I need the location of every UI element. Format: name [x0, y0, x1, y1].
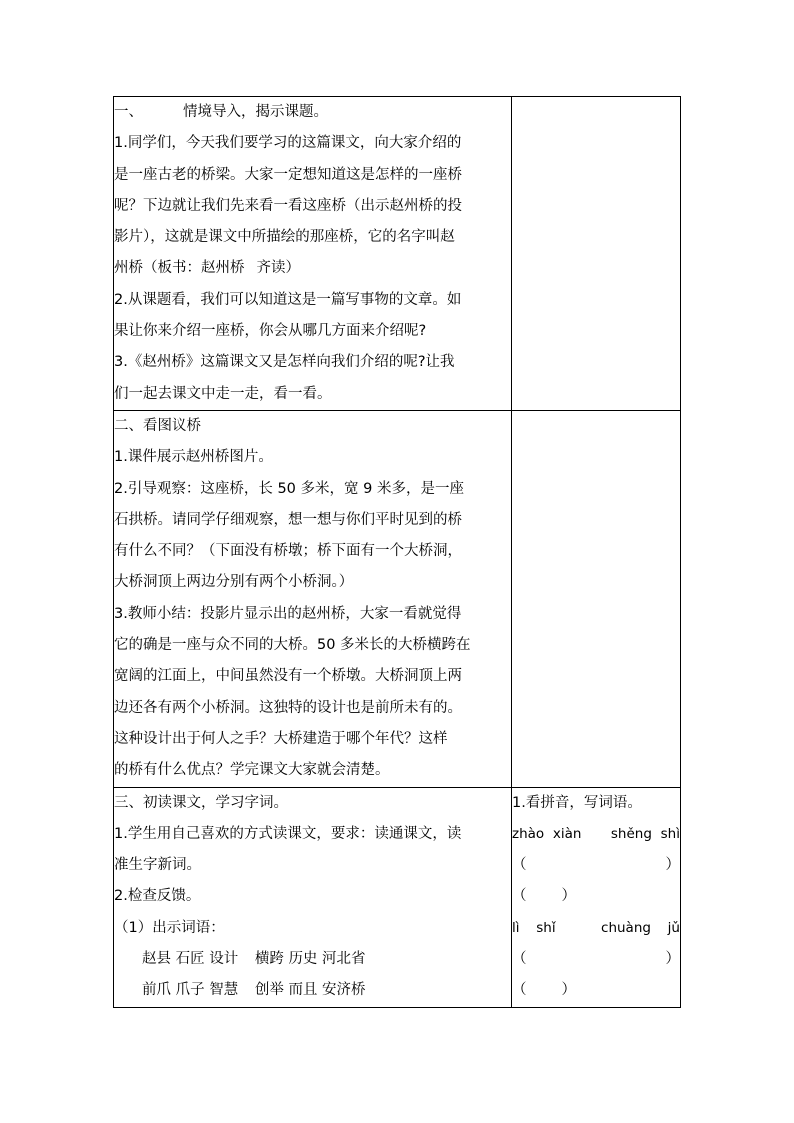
paragraph-line: 准生字新词。	[114, 857, 201, 874]
paragraph-line: 1.学生用自己喜欢的方式读课文，要求：读通课文，读	[114, 825, 462, 842]
paragraph-line: 大桥洞顶上两边分别有两个小桥洞。）	[114, 574, 354, 591]
paren-close: ）	[665, 951, 680, 968]
vocab-word: 安济桥	[322, 982, 366, 999]
vocab-word: 河北省	[322, 951, 366, 968]
paragraph-line	[114, 253, 511, 284]
lesson-plan-table	[113, 96, 681, 1008]
pinyin-syllable: shǐ	[536, 919, 556, 936]
paren-close: ）	[665, 857, 680, 874]
paren-open: （	[512, 888, 527, 905]
text-segment: 齐读）	[256, 260, 300, 277]
answer-blank[interactable]	[512, 975, 576, 1006]
paragraph-line: 2.从课题看，我们可以知道这是一篇写事物的文章。如	[114, 291, 462, 308]
pinyin-row	[512, 913, 680, 944]
paragraph-line: （1）出示词语：	[114, 919, 225, 936]
vocab-word: 前爪	[142, 982, 171, 999]
pinyin-syllable: chuàng	[601, 919, 651, 936]
paragraph-line: 果让你来介绍一座桥，你会从哪几方面来介绍呢?	[114, 323, 427, 340]
vocab-word: 而且	[288, 982, 318, 999]
vocab-row	[114, 944, 511, 975]
pinyin-syllable: xiàn	[552, 825, 582, 842]
vocab-word: 设计	[209, 951, 239, 968]
pinyin-syllable: lì	[512, 919, 520, 936]
vocab-word: 智慧	[209, 982, 239, 999]
vocab-word: 横跨	[254, 951, 284, 968]
answer-blank[interactable]	[512, 850, 680, 881]
heading-text: 情境导入，揭示课题。	[183, 104, 328, 120]
paren-open: （	[512, 951, 527, 968]
exercise-title: 1.看拼音，写词语。	[512, 794, 642, 811]
paragraph-line: 们一起去课文中走一走，看一看。	[114, 385, 332, 402]
reading-cell	[114, 787, 512, 1007]
paragraph-line: 影片），这就是课文中所描绘的那座桥，它的名字叫赵	[114, 229, 455, 246]
pinyin-syllable: shěng	[610, 825, 652, 842]
paragraph-line: 1.课件展示赵州桥图片。	[114, 449, 273, 466]
paren-open: （	[512, 982, 527, 999]
paragraph-line: 这种设计出于何人之手？大桥建造于哪个年代？这样	[114, 730, 448, 747]
intro-cell	[114, 97, 512, 411]
paragraph-line: 是一座古老的桥梁。大家一定想知道这是怎样的一座桥	[114, 166, 462, 183]
paragraph-line: 的桥有什么优点？学完课文大家就会清楚。	[114, 762, 390, 779]
pinyin-syllable: jǔ	[667, 919, 680, 936]
paragraph-line: 2.检查反馈。	[114, 888, 201, 905]
paragraph-line: 石拱桥。请同学仔细观察，想一想与你们平时见到的桥	[114, 511, 462, 528]
section-heading-picture: 二、看图议桥	[114, 417, 201, 434]
paragraph-line: 边还各有两个小桥洞。这独特的设计也是前所未有的。	[114, 699, 462, 716]
text-segment: 州桥（板书：赵州桥	[114, 260, 245, 277]
paren-close: ）	[561, 888, 576, 905]
vocab-word: 创举	[254, 982, 284, 999]
section-heading-intro	[114, 97, 511, 128]
paragraph-line: 它的确是一座与众不同的大桥。50 多米长的大桥横跨在	[114, 637, 471, 654]
intro-side-cell	[512, 97, 681, 411]
vocab-word: 石匠	[175, 951, 205, 968]
vocab-word: 爪子	[175, 982, 205, 999]
table-row-intro	[114, 97, 681, 411]
pinyin-syllable: zhào	[512, 825, 545, 842]
vocab-row	[114, 975, 511, 1006]
vocab-word: 历史	[288, 951, 318, 968]
section-heading-reading: 三、初读课文，学习字词。	[114, 794, 288, 811]
paragraph-line: 宽阔的江面上，中间虽然没有一个桥墩。大桥洞顶上两	[114, 668, 462, 685]
paragraph-line: 3.《赵州桥》这篇课文又是怎样向我们介绍的呢?让我	[114, 354, 455, 371]
picture-cell	[114, 410, 512, 787]
exercise-cell	[512, 787, 681, 1007]
vocab-word: 赵县	[142, 951, 171, 968]
paragraph-line: 呢？下边就让我们先来看一看这座桥（出示赵州桥的投	[114, 197, 462, 214]
table-row-picture	[114, 410, 681, 787]
picture-side-cell	[512, 410, 681, 787]
paragraph-line: 3.教师小结：投影片显示出的赵州桥，大家一看就觉得	[114, 605, 462, 622]
paragraph-line: 2.引导观察：这座桥，长 50 多米，宽 9 米多，是一座	[114, 480, 464, 497]
paragraph-line: 1.同学们，今天我们要学习的这篇课文，向大家介绍的	[114, 135, 462, 152]
paren-open: （	[512, 857, 527, 874]
paren-close: ）	[561, 982, 576, 999]
paragraph-line: 有什么不同？（下面没有桥墩；桥下面有一个大桥洞，	[114, 543, 462, 560]
pinyin-syllable: shì	[660, 825, 680, 842]
answer-blank[interactable]	[512, 881, 576, 912]
answer-blank[interactable]	[512, 944, 680, 975]
pinyin-row	[512, 819, 680, 850]
heading-number: 一、	[114, 104, 143, 120]
table-row-reading	[114, 787, 681, 1007]
